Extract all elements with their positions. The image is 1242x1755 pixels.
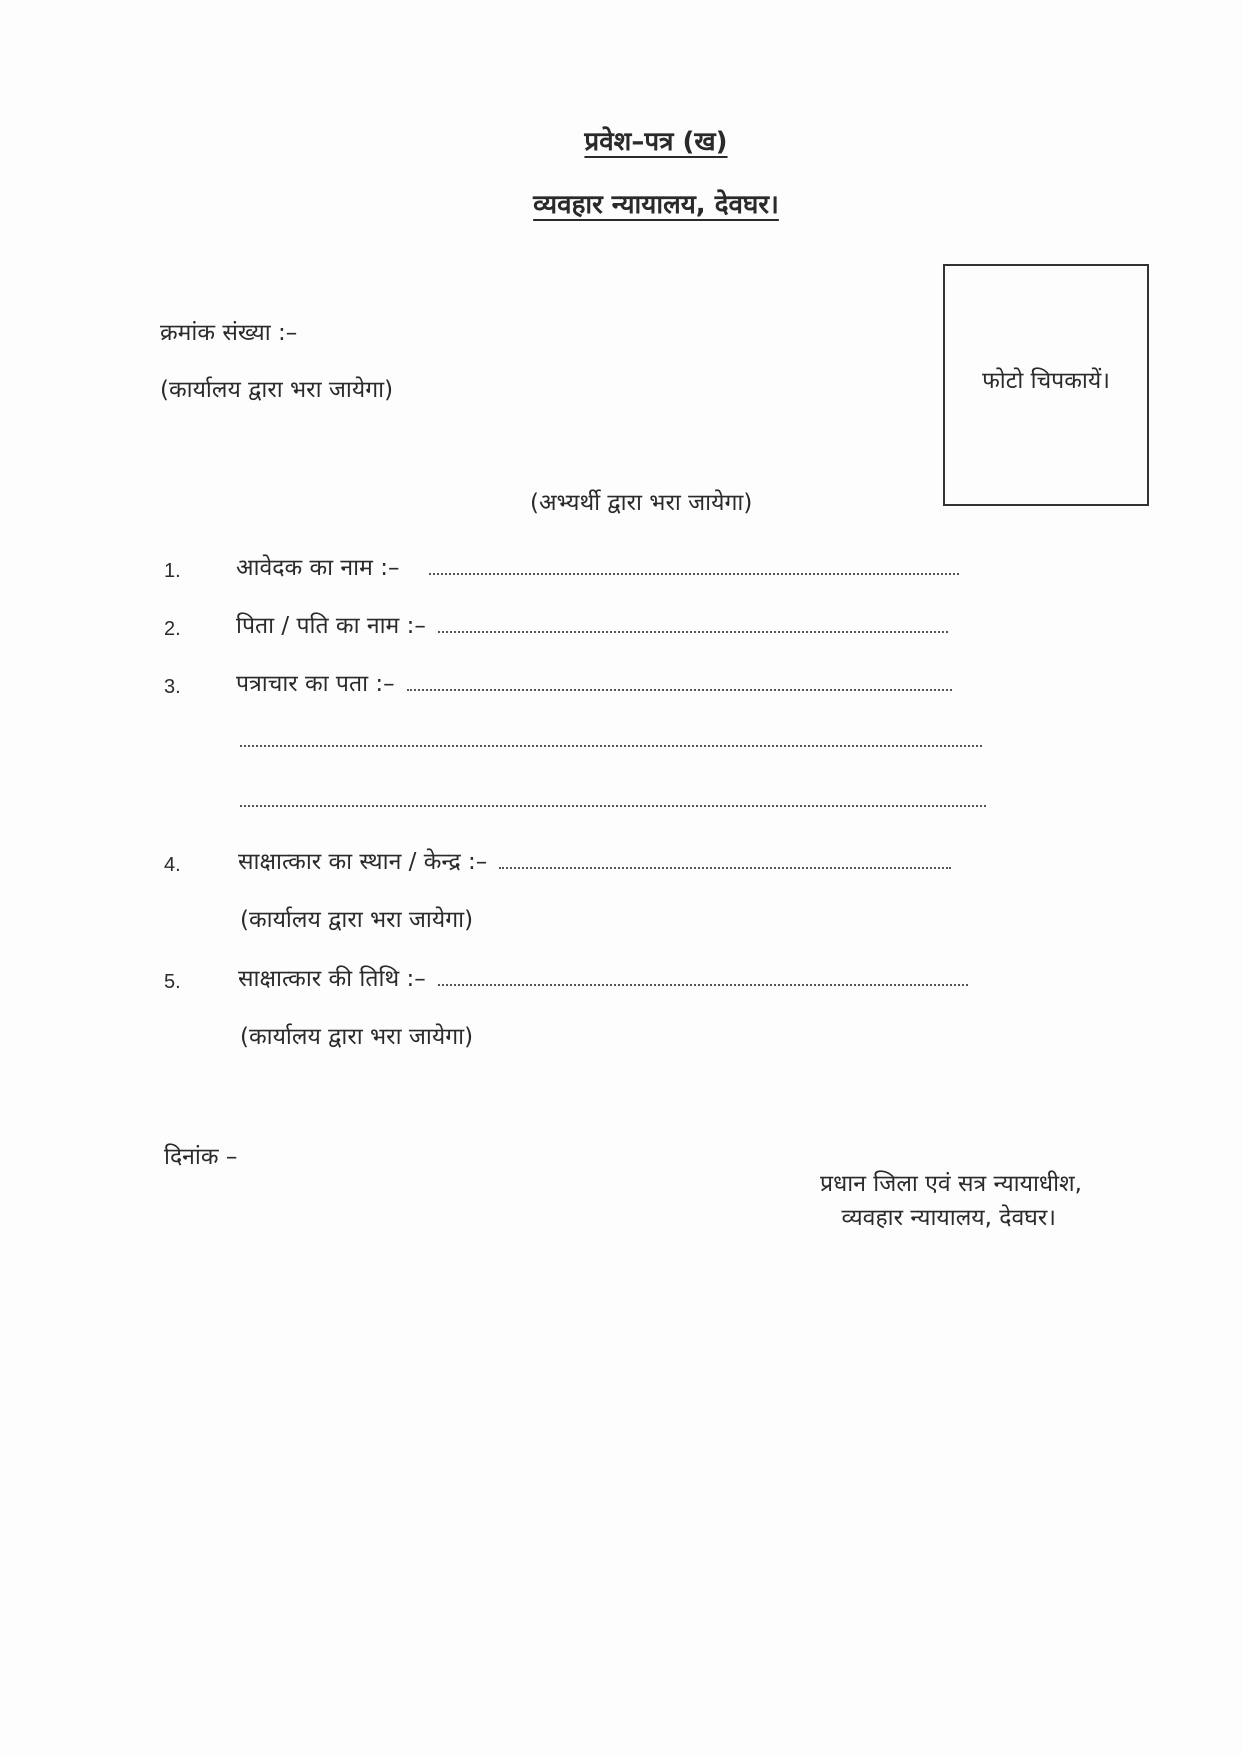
field-5-label: साक्षात्कार की तिथि :– [238,966,426,992]
field-applicant-name [236,553,959,583]
address-input-line-1[interactable] [407,671,952,691]
interview-venue-input-line[interactable] [499,849,951,869]
document-title-text: प्रवेश–पत्र (ख) [584,127,728,157]
address-input-line-2[interactable] [240,745,982,747]
field-5-number: 5. [164,971,181,993]
photo-box-label: फोटो चिपकायें। [982,368,1110,394]
serial-office-note: (कार्यालय द्वारा भरा जायेगा) [160,377,394,403]
photo-box[interactable] [943,264,1149,506]
field-interview-date [238,964,968,994]
signatory-title-line-2: व्यवहार न्यायालय, देवघर। [841,1205,1056,1231]
candidate-fill-note: (अभ्यर्थी द्वारा भरा जायेगा) [530,490,753,516]
document-subtitle [0,185,1242,221]
signatory-title-line-1: प्रधान जिला एवं सत्र न्यायाधीश, [820,1171,1082,1197]
applicant-name-input-line[interactable] [429,555,959,575]
field-2-number: 2. [164,618,181,640]
address-input-line-3[interactable] [240,805,986,807]
field-3-number: 3. [164,676,181,698]
document-title [0,122,1242,158]
field-1-number: 1. [164,560,181,582]
field-4-number: 4. [164,854,181,876]
field-father-husband-name [236,611,948,641]
father-husband-name-input-line[interactable] [438,613,948,633]
serial-number-label: क्रमांक संख्या :– [160,320,298,346]
field-correspondence-address [236,669,952,699]
field-5-office-note: (कार्यालय द्वारा भरा जायेगा) [240,1024,474,1050]
date-label: दिनांक – [164,1144,238,1170]
field-3-label: पत्राचार का पता :– [236,671,395,697]
field-4-label: साक्षात्कार का स्थान / केन्द्र :– [238,849,488,875]
field-1-label: आवेदक का नाम :– [236,555,400,581]
field-2-label: पिता / पति का नाम :– [236,613,426,639]
field-interview-venue [238,847,951,877]
document-subtitle-text: व्यवहार न्यायालय, देवघर। [533,190,779,220]
interview-date-input-line[interactable] [438,966,968,986]
field-4-office-note: (कार्यालय द्वारा भरा जायेगा) [240,907,474,933]
